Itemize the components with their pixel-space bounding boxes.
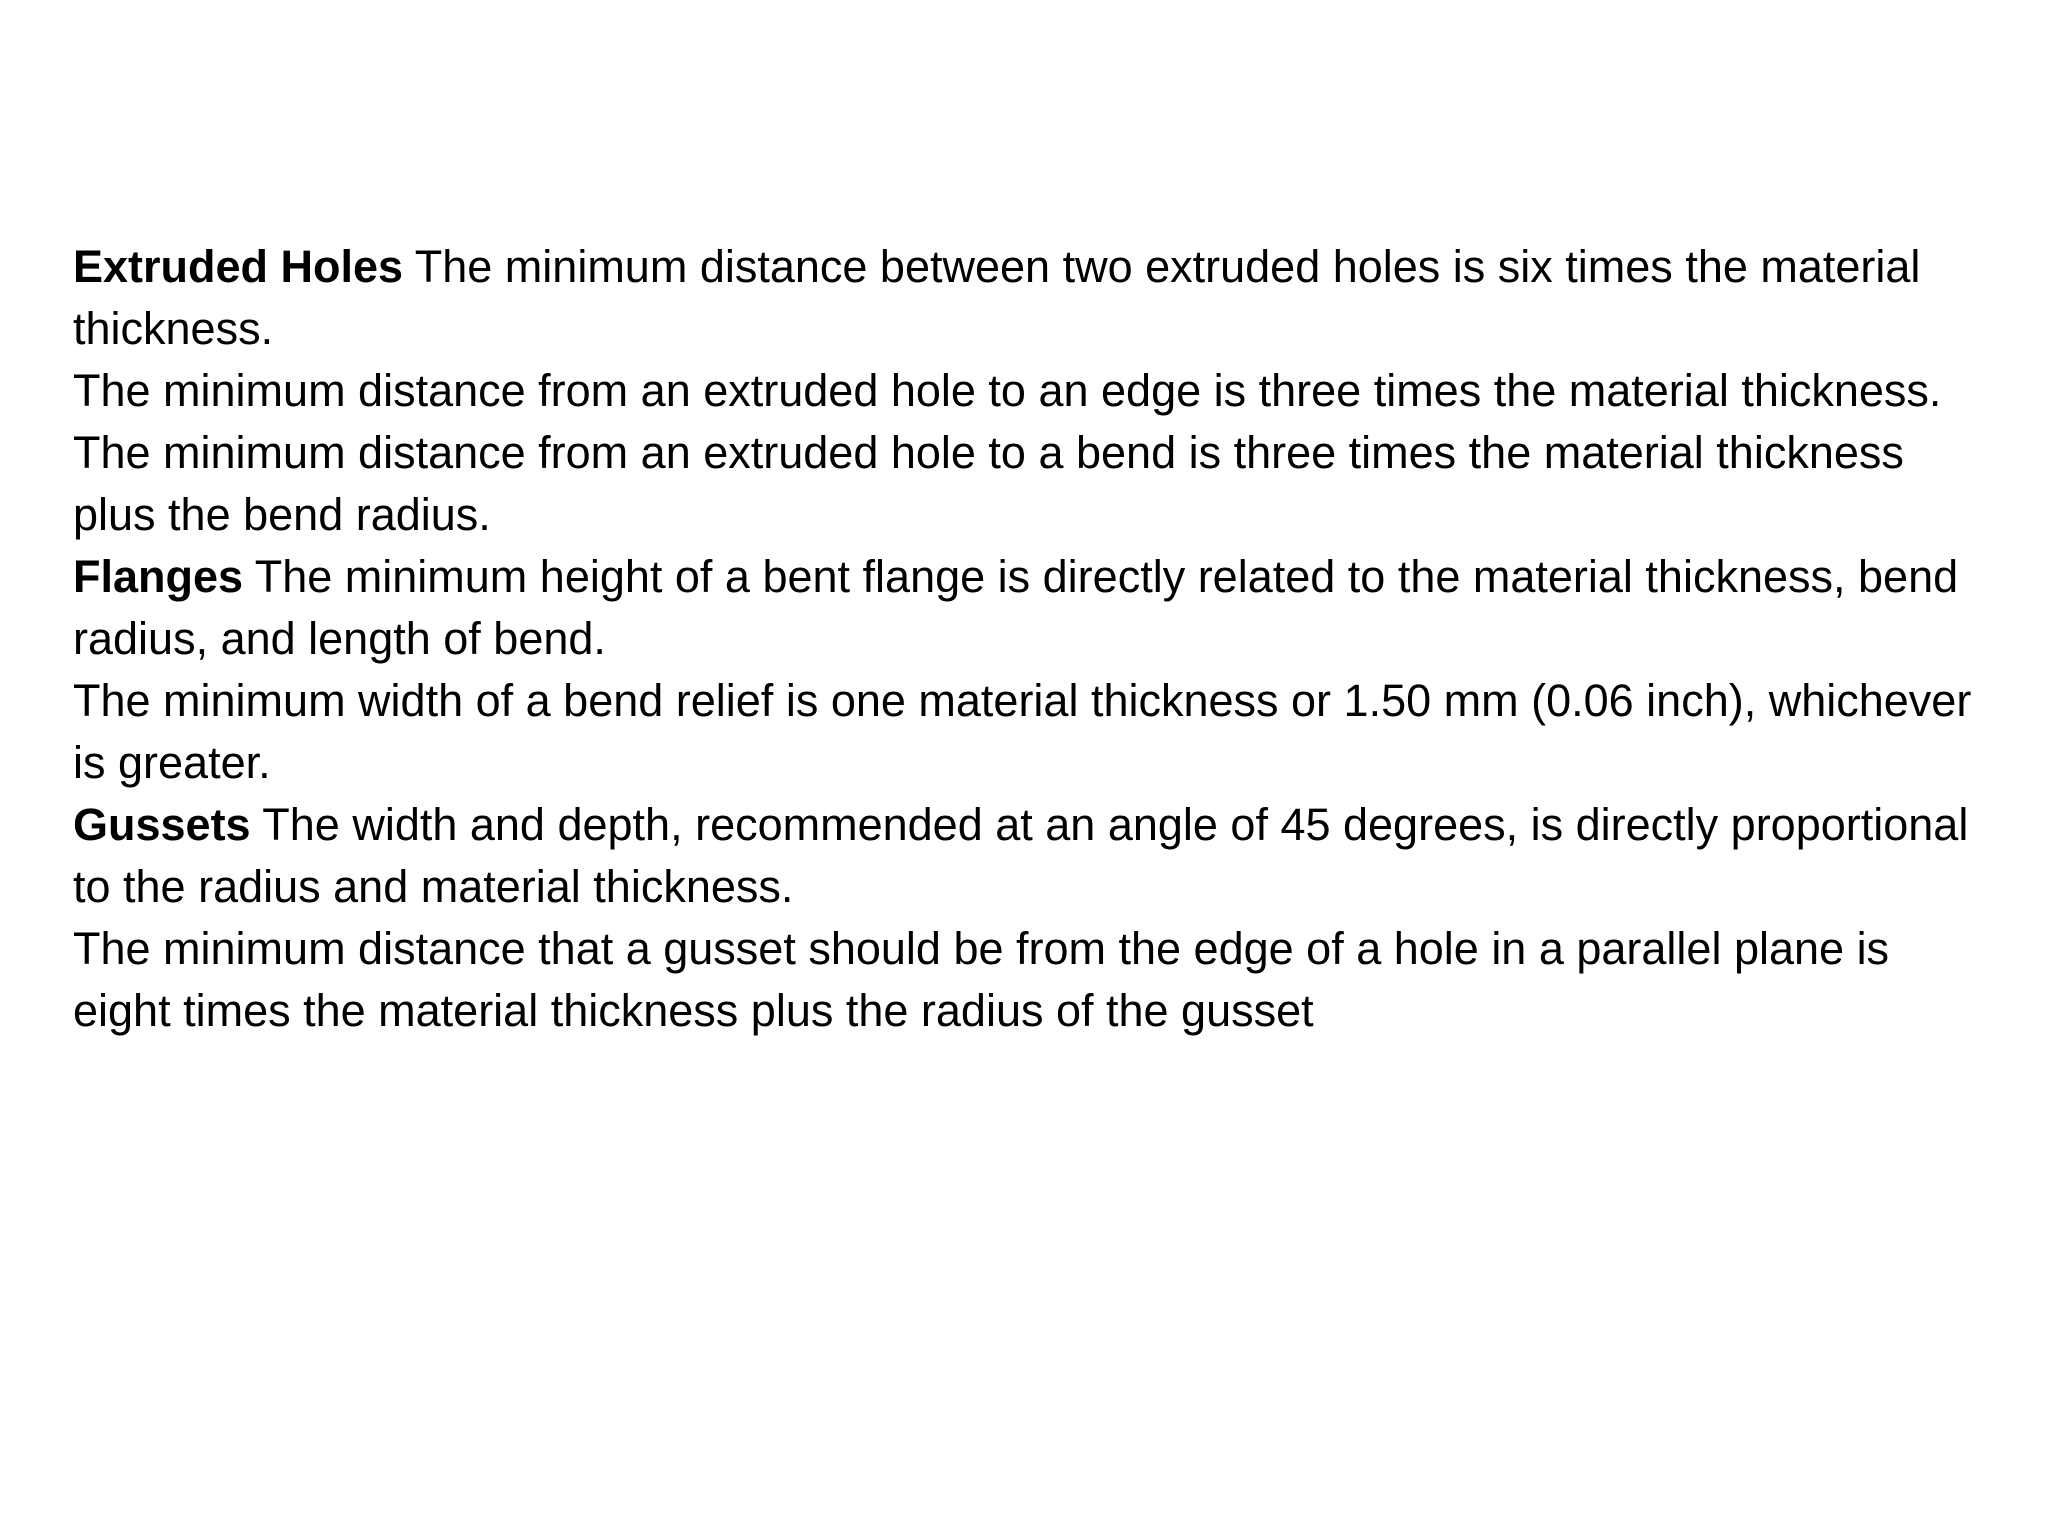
- slide-body-text: [73, 236, 1973, 1042]
- paragraph-flanges-height: [73, 546, 1973, 670]
- paragraph-extruded-holes-spacing: [73, 236, 1973, 360]
- heading-extruded-holes: Extruded Holes: [73, 241, 404, 292]
- heading-gussets: Gussets: [73, 799, 251, 850]
- paragraph-text: The minimum distance that a gusset should be from the edge of a hole in a parallel plane is eight times the material thickness plus the radius of the gusset: [73, 923, 1890, 1036]
- paragraph-gusset-to-hole-distance: [73, 918, 1973, 1042]
- paragraph-text: The minimum height of a bent flange is directly related to the material thickness, bend radius, and length of bend.: [73, 551, 1959, 664]
- paragraph-bend-relief-width: [73, 670, 1973, 794]
- paragraph-text: The width and depth, recommended at an angle of 45 degrees, is directly proportional to the radius and material thickness.: [73, 799, 1969, 912]
- paragraph-text: The minimum distance between two extruded holes is six times the material thickness.: [73, 241, 1921, 354]
- paragraph-extruded-hole-to-bend: [73, 422, 1973, 546]
- paragraph-gussets-dimensions: [73, 794, 1973, 918]
- heading-flanges: Flanges: [73, 551, 244, 602]
- paragraph-extruded-hole-to-edge: [73, 360, 1973, 422]
- paragraph-text: The minimum distance from an extruded hole to a bend is three times the material thickness plus the bend radius.: [73, 427, 1904, 540]
- paragraph-text: The minimum width of a bend relief is one material thickness or 1.50 mm (0.06 inch), whichever is greater.: [73, 675, 1972, 788]
- paragraph-text: The minimum distance from an extruded hole to an edge is three times the material thickness.: [73, 365, 1942, 416]
